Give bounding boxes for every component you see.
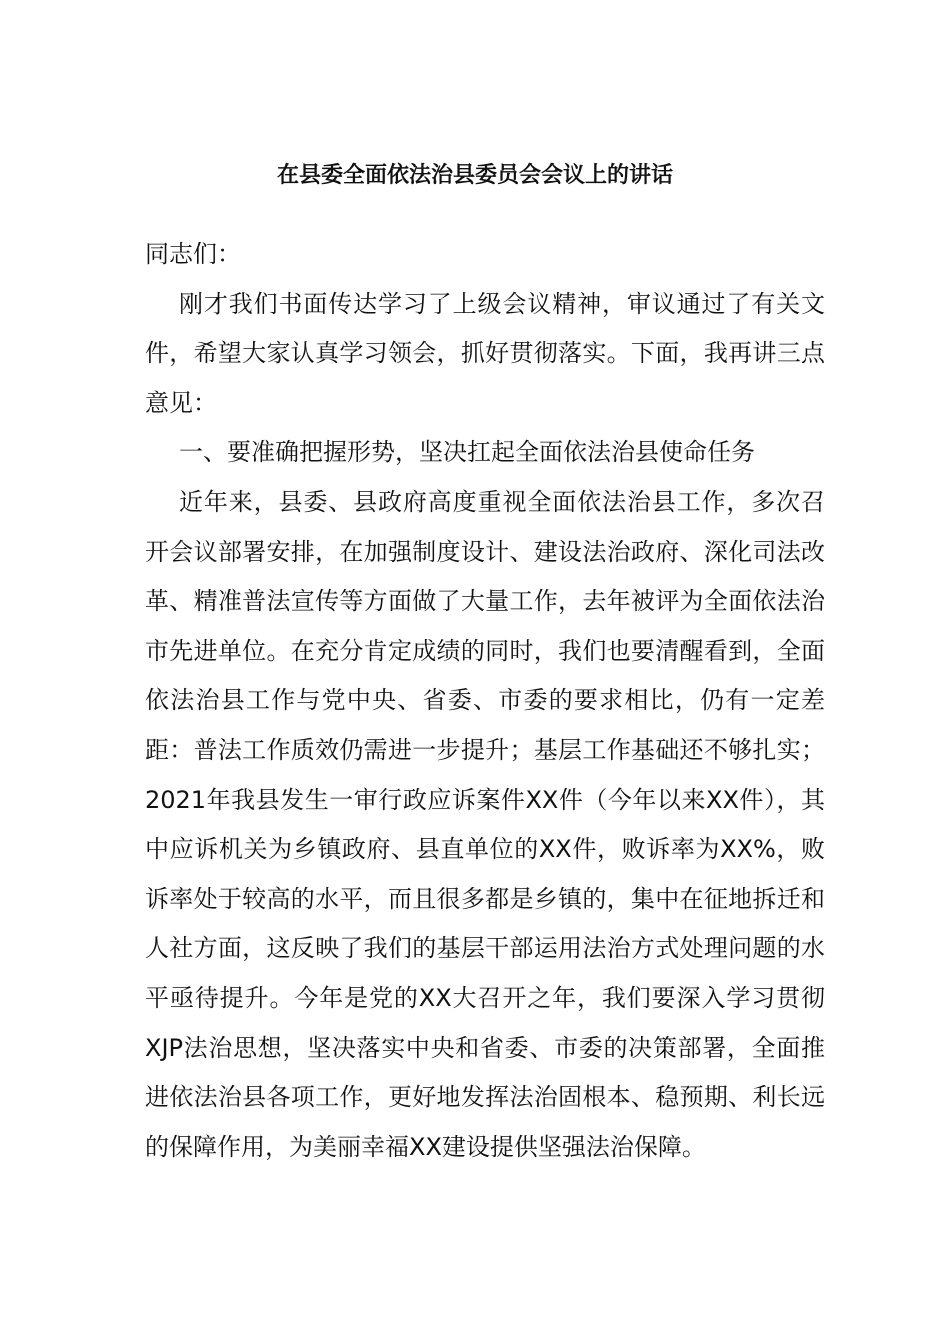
section-heading-1: 一、要准确把握形势，坚决扛起全面依法治县使命任务 bbox=[179, 438, 755, 467]
document-body bbox=[145, 230, 825, 1172]
paragraph-intro: 刚才我们书面传达学习了上级会议精神，审议通过了有关文件，希望大家认真学习领会，抓好贯彻落实。下面，我再讲三点意见： bbox=[145, 289, 825, 417]
document-title: 在县委全面依法治县委员会会议上的讲话 bbox=[276, 163, 673, 188]
salutation: 同志们： bbox=[145, 240, 241, 268]
paragraph-section-1: 近年来，县委、县政府高度重视全面依法治县工作，多次召开会议部署安排，在加强制度设计、建设法治政府、深化司法改革、精准普法宣传等方面做了大量工作，去年被评为全面依法治市先进单位。在充分肯定成绩的同时，我们也要清醒看到，全面依法治县工作与党中央、省委、市委的要求相比，仍有一定差距：普法工作质效仍需进一步提升；基层工作基础还不够扎实；2021年我县发生一审行政应诉案件XX件（今年以来XX件），其中应诉机关为乡镇政府、县直单位的XX件，败诉率为XX%，败诉率处于较高的水平，而且很多都是乡镇的，集中在征地拆迁和人社方面，这反映了我们的基层干部运用法治方式处理问题的水平亟待提升。今年是党的XX大召开之年，我们要深入学习贯彻XJP法治思想，坚决落实中央和省委、市委的决策部署，全面推进依法治县各项工作，更好地发挥法治固根本、稳预期、利长远的保障作用，为美丽幸福XX建设提供坚强法治保障。 bbox=[145, 487, 825, 1161]
